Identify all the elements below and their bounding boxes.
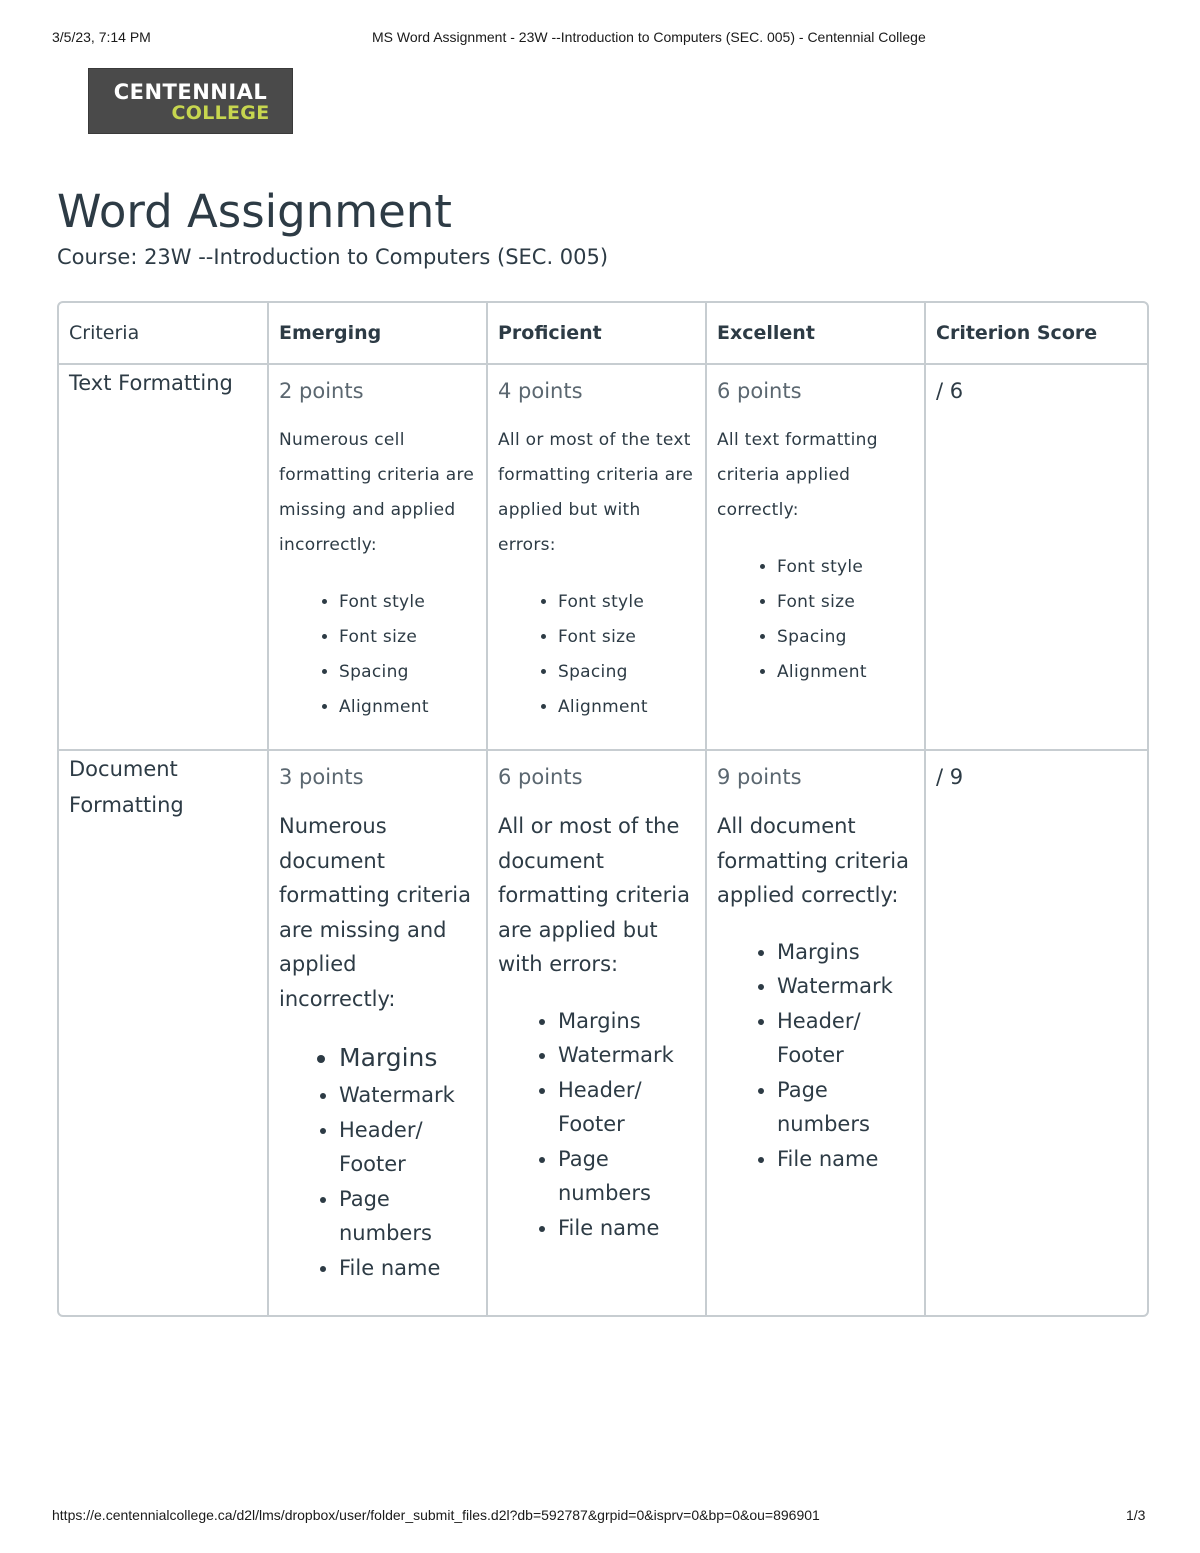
rubric-header-row [59, 303, 1147, 365]
level-points: 2 points [279, 379, 364, 403]
level-points: 4 points [498, 379, 583, 403]
criteria-list [498, 585, 695, 725]
list-item: • Font size [339, 620, 476, 655]
list-item: • Header/ Footer [777, 1004, 914, 1073]
page-number: 1/3 [1126, 1507, 1146, 1523]
list-item: • Alignment [339, 690, 476, 725]
list-item: • Font style [777, 550, 914, 585]
rubric-row-document-formatting [59, 751, 1147, 1315]
level-proficient [488, 365, 707, 751]
list-item: • Watermark [339, 1078, 476, 1113]
header-emerging: Emerging [269, 303, 488, 365]
header-criterion-score: Criterion Score [926, 303, 1147, 365]
list-item: • Header/ Footer [339, 1113, 476, 1182]
criterion-score-cell [926, 751, 1147, 1315]
list-item: • Watermark [777, 969, 914, 1004]
header-excellent: Excellent [707, 303, 926, 365]
level-points: 9 points [717, 765, 802, 789]
list-item: • Margins [558, 1004, 695, 1039]
level-description: All text formatting criteria applied correctly: [717, 430, 878, 520]
list-item: • Font size [777, 585, 914, 620]
criterion-score: / 6 [936, 379, 964, 403]
course-name: Course: 23W --Introduction to Computers (SEC. 005) [57, 245, 609, 269]
level-points: 6 points [498, 765, 583, 789]
criteria-list [717, 550, 914, 690]
list-item: • Alignment [777, 655, 914, 690]
page-title: Word Assignment [57, 185, 452, 238]
criterion-text-formatting: Text Formatting [59, 365, 269, 751]
list-item: • Watermark [558, 1038, 695, 1073]
criteria-list [279, 1038, 476, 1285]
criterion-document-formatting: Document Formatting [59, 751, 269, 1315]
list-item: • Spacing [558, 655, 695, 690]
logo-line-2: COLLEGE [171, 102, 270, 124]
rubric-table [57, 301, 1149, 1317]
list-item: • Spacing [777, 620, 914, 655]
list-item: • Font size [558, 620, 695, 655]
list-item: • Page numbers [777, 1073, 914, 1142]
list-item: • Font style [558, 585, 695, 620]
list-item: • Spacing [339, 655, 476, 690]
header-proficient: Proficient [488, 303, 707, 365]
print-url[interactable]: https://e.centennialcollege.ca/d2l/lms/dropbox/user/folder_submit_files.d2l?db=592787&grpid=0&isprv=0&bp=0&ou=896901 [52, 1507, 820, 1523]
criteria-list [279, 585, 476, 725]
level-description: All or most of the document formatting criteria are applied but with errors: [498, 814, 690, 976]
list-item: • Page numbers [339, 1182, 476, 1251]
criteria-list [717, 935, 914, 1177]
list-item: • Alignment [558, 690, 695, 725]
level-description: Numerous document formatting criteria are missing and applied incorrectly: [279, 814, 471, 1011]
logo-line-1: CENTENNIAL [113, 80, 268, 104]
list-item: • File name [339, 1251, 476, 1286]
level-description: All or most of the text formatting criteria are applied but with errors: [498, 430, 694, 555]
level-points: 3 points [279, 765, 364, 789]
criteria-list [498, 1004, 695, 1246]
level-description: Numerous cell formatting criteria are missing and applied incorrectly: [279, 430, 475, 555]
list-item: • File name [777, 1142, 914, 1177]
level-description: All document formatting criteria applied correctly: [717, 814, 909, 907]
criterion-score: / 9 [936, 765, 964, 789]
print-footer [0, 1507, 1200, 1527]
list-item: • File name [558, 1211, 695, 1246]
rubric-row-text-formatting [59, 365, 1147, 751]
print-page-title: MS Word Assignment - 23W --Introduction to Computers (SEC. 005) - Centennial College [372, 29, 926, 45]
criterion-score-cell [926, 365, 1147, 751]
level-proficient [488, 751, 707, 1315]
list-item: • Margins [777, 935, 914, 970]
level-emerging [269, 365, 488, 751]
print-header [0, 29, 1200, 49]
list-item: • Header/ Footer [558, 1073, 695, 1142]
header-criteria: Criteria [59, 303, 269, 365]
list-item: • Page numbers [558, 1142, 695, 1211]
list-item: • Margins [339, 1038, 476, 1078]
level-excellent [707, 751, 926, 1315]
level-excellent [707, 365, 926, 751]
level-emerging [269, 751, 488, 1315]
centennial-college-logo [88, 68, 293, 134]
print-date: 3/5/23, 7:14 PM [52, 29, 151, 45]
list-item: • Font style [339, 585, 476, 620]
level-points: 6 points [717, 379, 802, 403]
